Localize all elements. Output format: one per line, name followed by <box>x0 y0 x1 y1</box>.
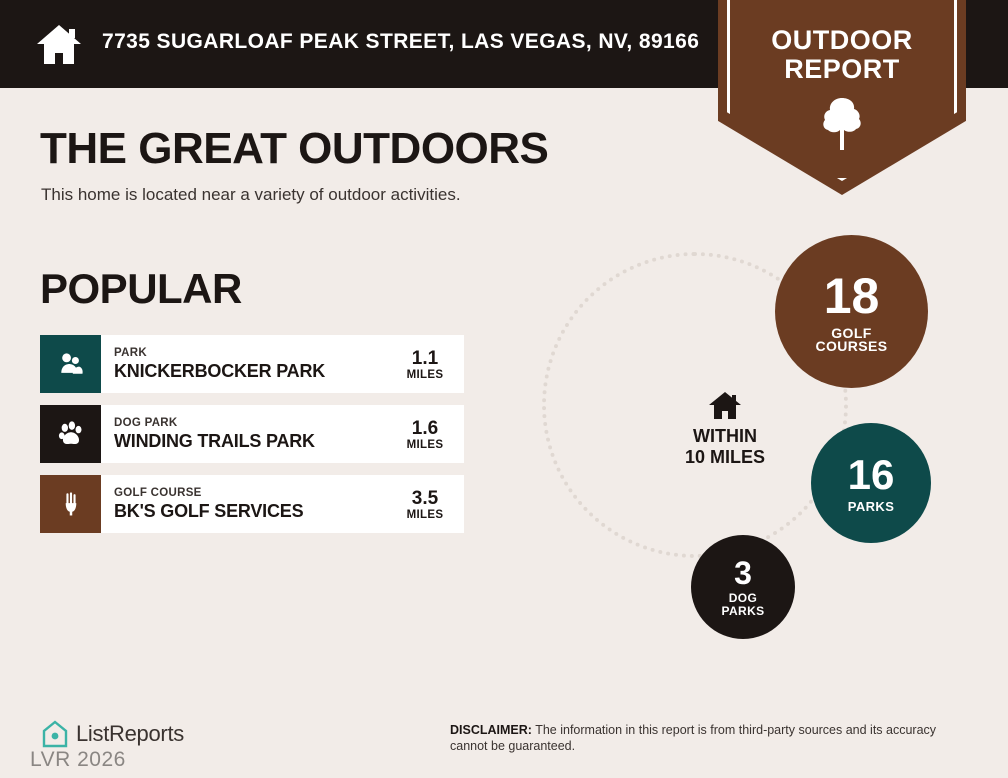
stat-label-line1: DOG <box>728 590 758 605</box>
list-item-category: DOG PARK <box>114 417 178 429</box>
stat-label-line1: PARKS <box>847 498 895 514</box>
stat-label-line1: GOLF <box>831 324 872 341</box>
list-item-name: KNICKERBOCKER PARK <box>114 361 326 381</box>
stat-value: 16 <box>847 450 895 498</box>
badge-title-line2: REPORT <box>784 54 900 84</box>
tree-icon <box>819 96 865 152</box>
stat-golf-courses <box>775 235 928 388</box>
distance-unit: MILES <box>406 368 444 381</box>
list-item-distance <box>392 475 464 533</box>
list-item-name: WINDING TRAILS PARK <box>114 431 315 451</box>
list-item-distance <box>392 335 464 393</box>
stat-label-line2: COURSES <box>815 337 888 354</box>
home-icon <box>36 22 82 66</box>
golf-icon <box>40 475 101 533</box>
list-item[interactable] <box>40 335 464 393</box>
list-item-category: PARK <box>114 347 147 359</box>
diagram-center <box>660 390 790 468</box>
home-icon <box>708 390 742 420</box>
stat-value: 3 <box>734 554 752 591</box>
diagram-center-label <box>660 426 790 468</box>
park-icon <box>40 335 101 393</box>
distance-unit: MILES <box>406 438 444 451</box>
disclaimer-label: DISCLAIMER: <box>450 723 532 737</box>
listreports-logo[interactable] <box>42 720 184 748</box>
disclaimer-text: The information in this report is from third-party sources and its accuracy cannot be guaranteed. <box>450 723 937 753</box>
list-item-category: GOLF COURSE <box>114 487 202 499</box>
page-title: THE GREAT OUTDOORS <box>40 124 549 173</box>
distance-unit: MILES <box>406 508 444 521</box>
list-item-text <box>101 405 392 463</box>
popular-list <box>40 335 464 545</box>
distance-value: 3.5 <box>411 487 439 509</box>
center-label-line1: WITHIN <box>693 426 757 446</box>
property-address: 7735 SUGARLOAF PEAK STREET, LAS VEGAS, NV, 89166 <box>102 30 700 53</box>
within-10-miles-diagram <box>520 225 990 665</box>
list-item[interactable] <box>40 475 464 533</box>
list-item-distance <box>392 405 464 463</box>
disclaimer <box>450 722 968 754</box>
outdoor-report-badge <box>718 0 966 195</box>
distance-value: 1.6 <box>411 417 439 439</box>
listreports-logo-text: ListReports <box>76 721 184 746</box>
popular-section-title: POPULAR <box>40 265 242 312</box>
badge-title <box>718 26 966 84</box>
center-label-line2: 10 MILES <box>684 447 766 467</box>
list-item-name: BK'S GOLF SERVICES <box>114 501 304 521</box>
listreports-logo-icon <box>42 720 68 748</box>
list-item-text <box>101 475 392 533</box>
stat-parks <box>811 423 931 543</box>
distance-value: 1.1 <box>411 347 439 369</box>
list-item[interactable] <box>40 405 464 463</box>
paw-icon <box>40 405 101 463</box>
stat-value: 18 <box>823 267 880 324</box>
list-item-text <box>101 335 392 393</box>
stat-dog-parks <box>691 535 795 639</box>
watermark: LVR 2026 <box>30 748 126 771</box>
page-subtitle: This home is located near a variety of outdoor activities. <box>41 185 461 204</box>
stat-label-line2: PARKS <box>721 603 765 618</box>
badge-title-line1: OUTDOOR <box>771 25 913 55</box>
